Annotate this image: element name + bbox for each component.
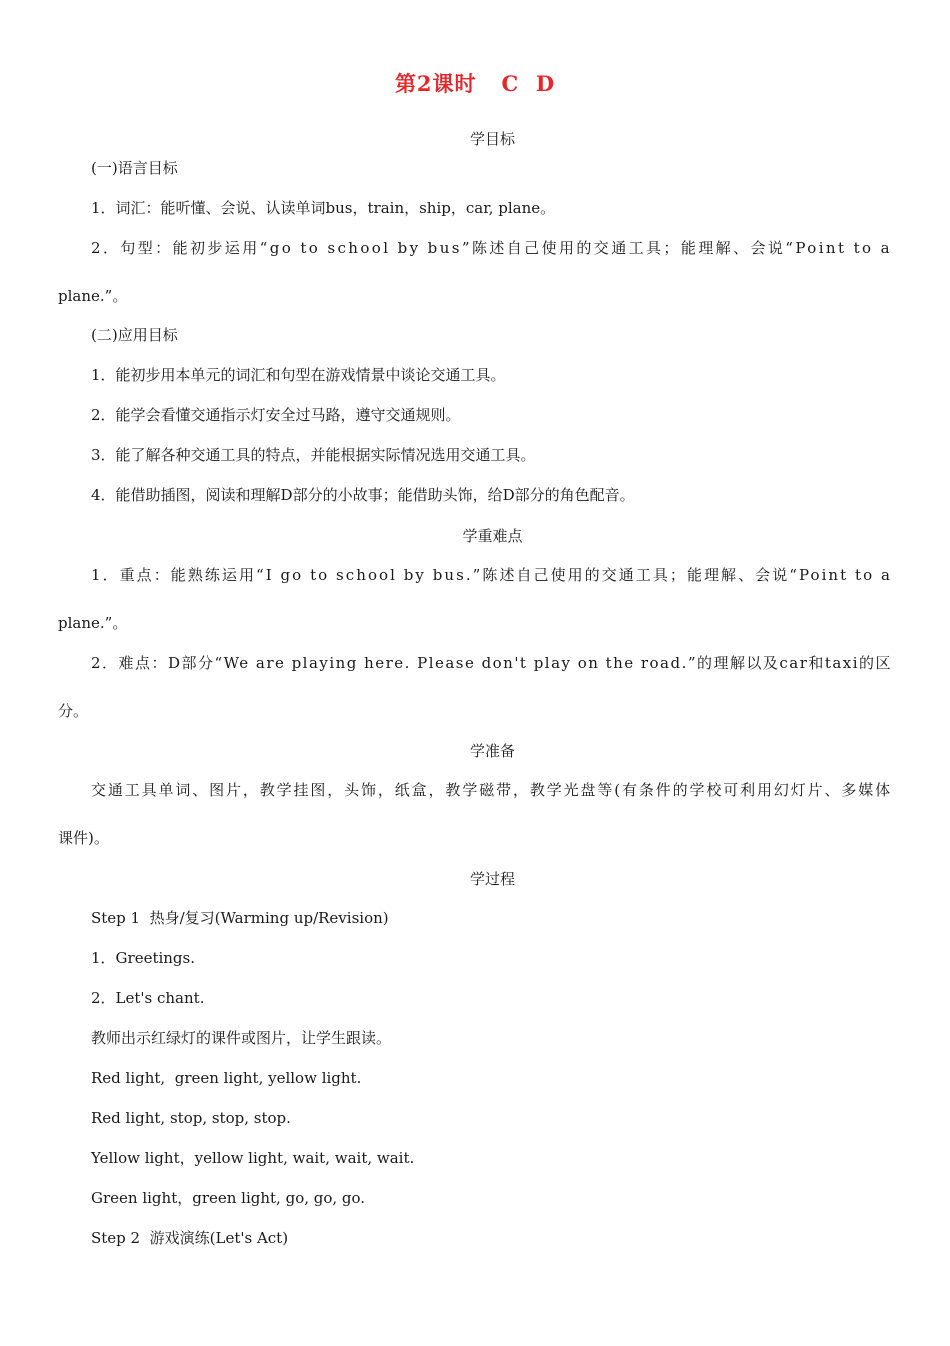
key-point-2: [91, 653, 892, 673]
key-points-heading: 学重难点: [462, 527, 523, 545]
sentence-line: [91, 238, 892, 258]
key-point-2-cont: 分。: [58, 702, 89, 720]
chant-verse-1: Red light, green light, yellow light.: [91, 1069, 362, 1087]
chant-verse-2: Red light, stop, stop, stop.: [91, 1109, 291, 1127]
chant-line: 2．Let's chant.: [91, 989, 205, 1007]
language-goal-heading: (一)语言目标: [91, 159, 178, 177]
key-point-1-cont: plane.”。: [58, 614, 128, 632]
process-heading: 学过程: [469, 870, 515, 888]
lesson-number: 第2课时: [394, 71, 477, 96]
teacher-note: 教师出示红绿灯的课件或图片，让学生跟读。: [91, 1029, 392, 1047]
lesson-parts: C D: [501, 71, 556, 96]
vocab-line: 1．词汇：能听懂、会说、认读单词bus，train，ship，car, plane。: [91, 199, 556, 217]
sentence-line-cont: plane.”。: [58, 287, 128, 305]
app-goal-4: 4．能借助插图，阅读和理解D部分的小故事；能借助头饰，给D部分的角色配音。: [91, 486, 635, 504]
step-1: Step 1 热身/复习(Warming up/Revision): [91, 909, 389, 927]
prep-heading: 学准备: [469, 742, 515, 760]
prep-line-cont: 课件)。: [58, 829, 109, 847]
application-goal-heading: (二)应用目标: [91, 326, 178, 344]
app-goal-3: 3．能了解各种交通工具的特点，并能根据实际情况选用交通工具。: [91, 446, 536, 464]
prep-line: [91, 780, 892, 800]
prep-line-text: 交通工具单词、图片，教学挂图，头饰，纸盒，教学磁带，教学光盘等(有条件的学校可利用幻灯片、多媒体: [91, 781, 892, 799]
objectives-heading: 学目标: [469, 130, 515, 148]
app-goal-1: 1．能初步用本单元的词汇和句型在游戏情景中谈论交通工具。: [91, 366, 506, 384]
greetings-line: 1．Greetings.: [91, 949, 196, 967]
sentence-line-text: 2．句型：能初步运用“go to school by bus”陈述自己使用的交通工具；能理解、会说“Point to a: [91, 239, 892, 257]
chant-verse-3: Yellow light，yellow light, wait, wait, wait.: [91, 1149, 415, 1167]
key-point-1: [91, 565, 892, 585]
lesson-title: [0, 68, 950, 98]
chant-verse-4: Green light，green light, go, go, go.: [91, 1189, 366, 1207]
key-point-2-text: 2．难点：D部分“We are playing here. Please don't play on the road.”的理解以及car和taxi的区: [91, 654, 892, 672]
step-2: Step 2 游戏演练(Let's Act): [91, 1229, 289, 1247]
app-goal-2: 2．能学会看懂交通指示灯安全过马路，遵守交通规则。: [91, 406, 461, 424]
key-point-1-text: 1．重点：能熟练运用“I go to school by bus.”陈述自己使用的交通工具；能理解、会说“Point to a: [91, 566, 892, 584]
